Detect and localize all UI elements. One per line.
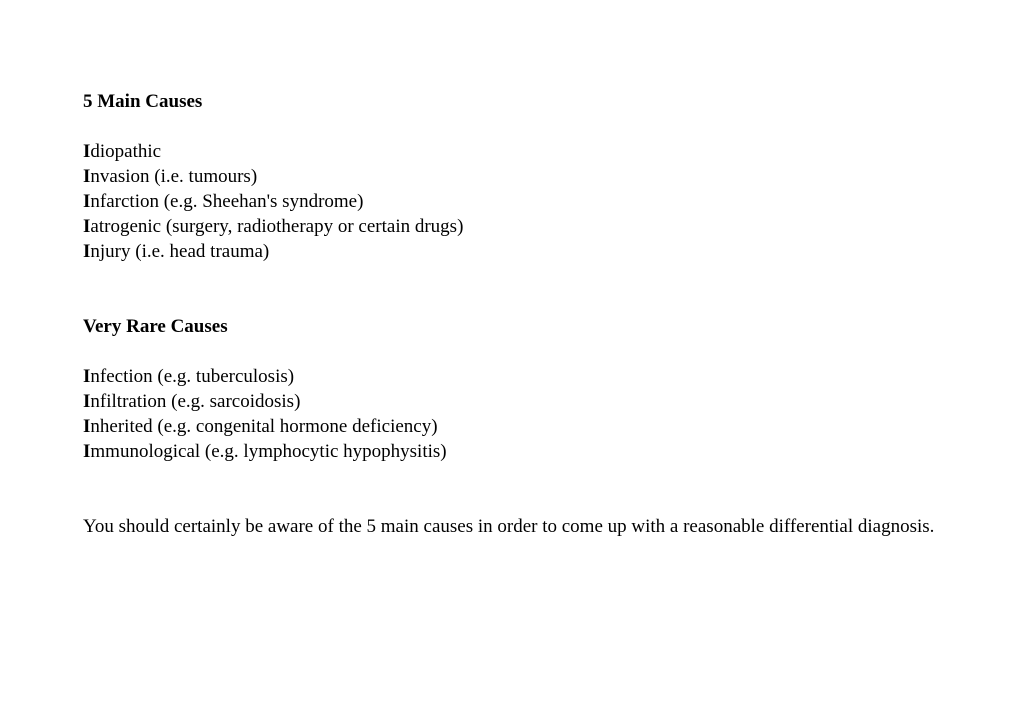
rare-causes-list: [83, 364, 963, 464]
cause-initial: I: [83, 416, 91, 437]
cause-text: nherited (e.g. congenital hormone deficiency): [90, 416, 438, 437]
cause-initial: I: [83, 241, 91, 262]
cause-item-injury: [83, 239, 963, 264]
cause-text: nvasion (i.e. tumours): [90, 166, 258, 187]
cause-initial: I: [83, 216, 91, 237]
cause-text: njury (i.e. head trauma): [90, 241, 270, 262]
spacer: [83, 264, 963, 314]
cause-item-idiopathic: [83, 139, 963, 164]
cause-item-invasion: [83, 164, 963, 189]
cause-initial: I: [83, 166, 91, 187]
cause-initial: I: [83, 366, 91, 387]
spacer: [83, 114, 963, 139]
cause-text: atrogenic (surgery, radiotherapy or certain drugs): [90, 216, 464, 237]
cause-item-immunological: [83, 439, 963, 464]
main-causes-list: [83, 139, 963, 264]
document-page: [83, 89, 963, 540]
cause-item-infiltration: [83, 389, 963, 414]
spacer: [83, 464, 963, 514]
cause-initial: I: [83, 141, 91, 162]
cause-text: nfiltration (e.g. sarcoidosis): [90, 391, 301, 412]
cause-initial: I: [83, 191, 91, 212]
cause-item-iatrogenic: [83, 214, 963, 239]
cause-item-infarction: [83, 189, 963, 214]
spacer: [83, 339, 963, 364]
cause-item-inherited: [83, 414, 963, 439]
rare-causes-heading: Very Rare Causes: [83, 316, 228, 337]
cause-text: nfection (e.g. tuberculosis): [90, 366, 295, 387]
cause-text: nfarction (e.g. Sheehan's syndrome): [90, 191, 364, 212]
cause-item-infection: [83, 364, 963, 389]
cause-initial: I: [83, 391, 91, 412]
summary-note: You should certainly be aware of the 5 main causes in order to come up with a reasonable differential diagnosis.: [83, 516, 935, 537]
cause-text: mmunological (e.g. lymphocytic hypophysitis): [90, 441, 447, 462]
cause-text: diopathic: [90, 141, 162, 162]
cause-initial: I: [83, 441, 91, 462]
main-causes-heading: 5 Main Causes: [83, 91, 203, 112]
